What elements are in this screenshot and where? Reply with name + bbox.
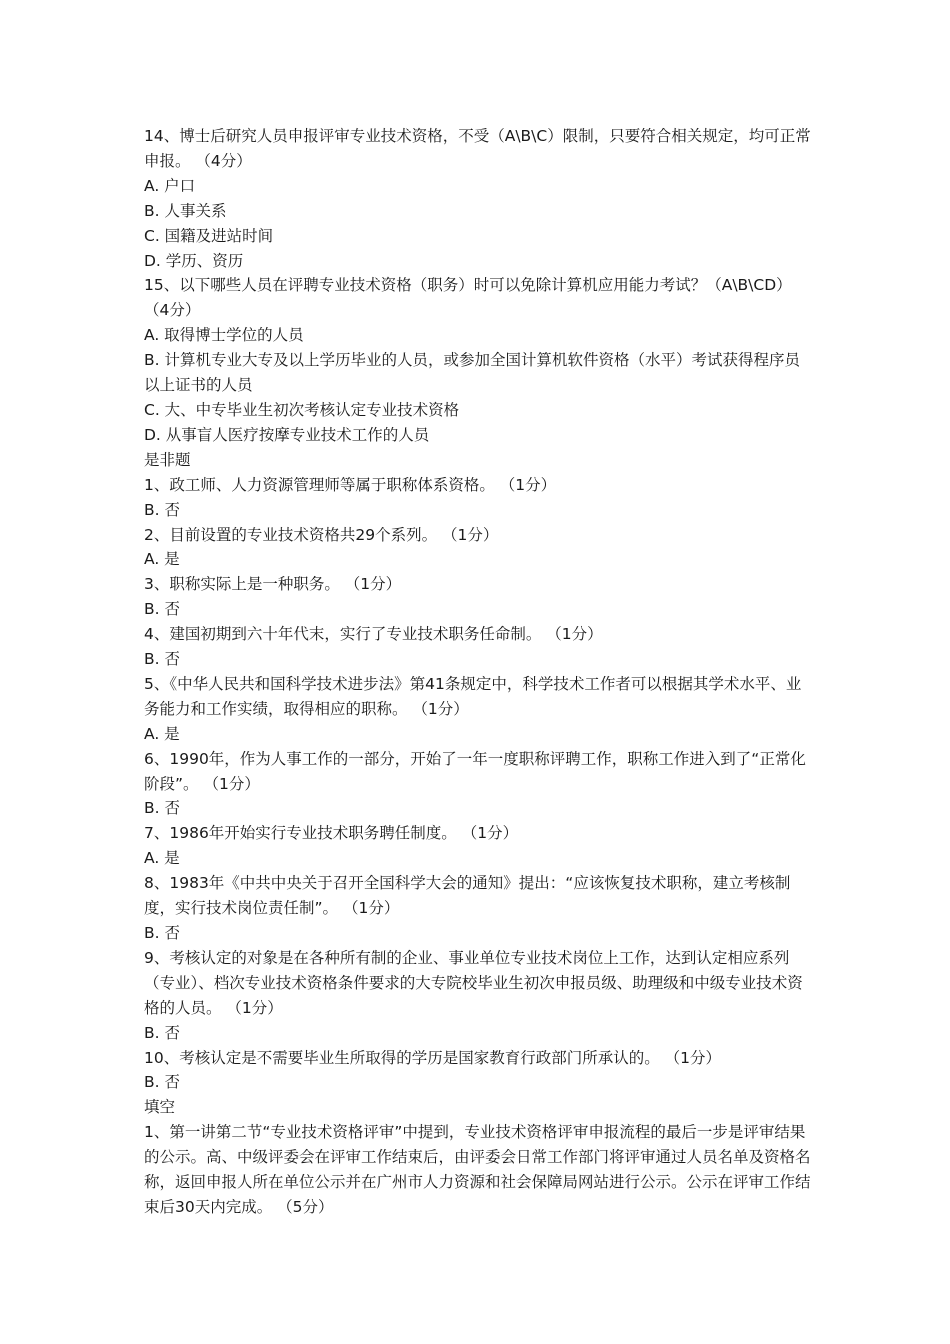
tf-answer-7: A. 是 [144,849,180,868]
tf-question-1: 1、政工师、人力资源管理师等属于职称体系资格。 （1分） [144,475,557,494]
option-b: B. 计算机专业大专及以上学历毕业的人员，或参加全国计算机软件资格（水平）考试获得程序员以上证书的人员 [144,351,800,395]
document-body [144,124,814,1220]
tf-answer-10: B. 否 [144,1073,180,1092]
option-a: A. 户口 [144,176,196,195]
tf-answer-8: B. 否 [144,924,180,942]
tf-question-10: 10、考核认定是不需要毕业生所取得的学历是国家教育行政部门所承认的。 （1分） [144,1048,722,1067]
option-d: D. 学历、资历 [144,251,244,270]
tf-question-7: 7、1986年开始实行专业技术职务聘任制度。 （1分） [144,824,519,843]
tf-answer-2: A. 是 [144,550,180,569]
tf-answer-4: B. 否 [144,650,180,669]
section-heading-true-false: 是非题 [144,450,191,469]
tf-question-4: 4、建国初期到六十年代末，实行了专业技术职务任命制。 （1分） [144,625,603,644]
tf-answer-9: B. 否 [144,1023,180,1042]
tf-question-2: 2、目前设置的专业技术资格共29个系列。 （1分） [144,525,499,544]
tf-question-6: 6、1990年，作为人事工作的一部分，开始了一年一度职称评聘工作，职称工作进入到了“正常化阶段”。 （1分） [144,749,806,793]
tf-answer-3: B. 否 [144,600,180,619]
tf-question-9: 9、考核认定的对象是在各种所有制的企业、事业单位专业技术岗位上工作，达到认定相应系列（专业）、档次专业技术资格条件要求的大专院校毕业生初次申报员级、助理级和中级专业技术资格的人员。 （1分） [144,948,803,1017]
tf-question-3: 3、职称实际上是一种职务。 （1分） [144,575,402,594]
question-15: 15、以下哪些人员在评聘专业技术资格（职务）时可以免除计算机应用能力考试？（A\B\CD） （4分） [144,276,792,320]
tf-question-8: 8、1983年《中共中央关于召开全国科学大会的通知》提出：“应该恢复技术职称，建立考核制度，实行技术岗位责任制”。 （1分） [144,874,791,918]
tf-answer-6: B. 否 [144,799,180,818]
tf-question-5: 5、《中华人民共和国科学技术进步法》第41条规定中，科学技术工作者可以根据其学术水平、业务能力和工作实绩，取得相应的职称。 （1分） [144,674,802,718]
option-b: B. 人事关系 [144,201,227,220]
fill-in-question-1: 1、第一讲第二节“专业技术资格评审”中提到，专业技术资格评审申报流程的最后一步是评审结果的公示。高、中级评委会在评审工作结束后，由评委会日常工作部门将评审通过人员名单及资格名称，返回申报人所在单位公示并在广州市人力资源和社会保障局网站进行公示。公示在评审工作结束后30天内完成。 （5分） [144,1123,811,1216]
option-d: D. 从事盲人医疗按摩专业技术工作的人员 [144,425,430,444]
section-heading-fill-in: 填空 [144,1098,176,1117]
option-c: C. 国籍及进站时间 [144,226,274,245]
option-c: C. 大、中专毕业生初次考核认定专业技术资格 [144,400,460,419]
question-14: 14、博士后研究人员申报评审专业技术资格，不受（A\B\C）限制，只要符合相关规定，均可正常申报。 （4分） [144,127,811,170]
tf-answer-5: A. 是 [144,724,180,743]
option-a: A. 取得博士学位的人员 [144,326,304,345]
tf-answer-1: B. 否 [144,500,180,519]
